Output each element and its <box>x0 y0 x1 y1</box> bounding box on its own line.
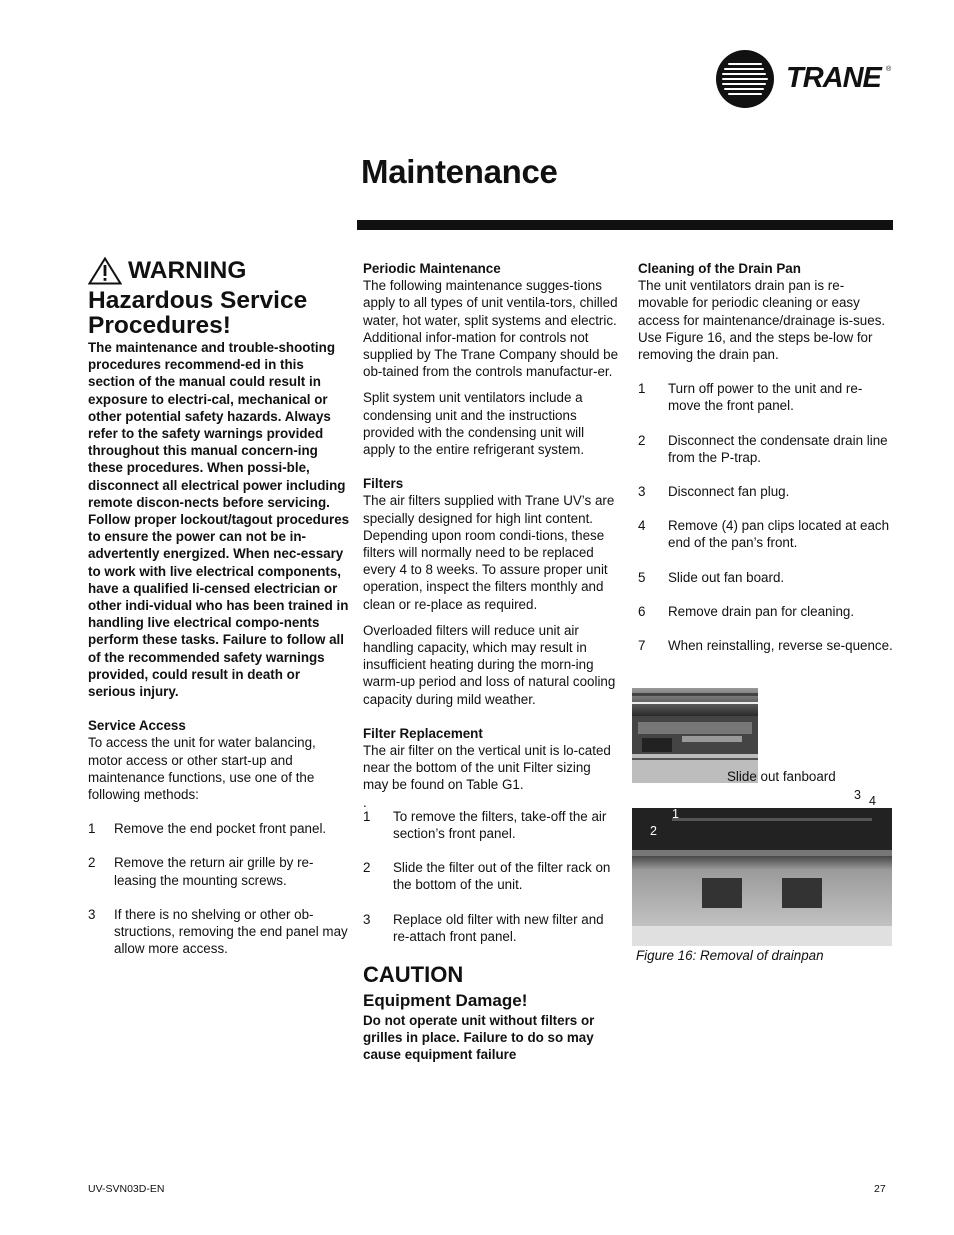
registered-mark: ® <box>886 66 892 73</box>
photo-caption: Slide out fanboard <box>727 769 836 784</box>
periodic-maintenance-p2: Split system unit ventilators include a condensing unit and the instructions provided with the condensing unit will apply to the entire refrigerant system. <box>363 390 585 458</box>
periodic-maintenance-heading: Periodic Maintenance <box>363 261 501 276</box>
service-access-intro: To access the unit for water balancing, motor access or other start-up and maintenance functions, use one of the following methods: <box>88 735 316 803</box>
caution-subtitle: Equipment Damage! <box>363 990 528 1010</box>
list-item: 3 Replace old filter with new filter and re-attach front panel. <box>363 911 604 944</box>
list-item: 2 Remove the return air grille by re-leasing the mounting screws. <box>88 855 314 888</box>
warning-block <box>88 256 350 700</box>
page-title: Maintenance <box>361 153 558 190</box>
list-item: 3 If there is no shelving or other ob-structions, removing the end panel may allow more access. <box>88 906 348 957</box>
figure-caption: Figure 16: Removal of drainpan <box>636 948 824 963</box>
filter-replacement-steps <box>363 808 619 945</box>
list-item: 2 Disconnect the condensate drain line from the P-trap. <box>638 432 888 465</box>
warning-triangle-icon <box>88 257 122 285</box>
list-item: 1 Turn off power to the unit and re-move the front panel. <box>638 381 863 414</box>
service-access-heading: Service Access <box>88 718 186 734</box>
callout-3: 3 <box>854 788 861 802</box>
trane-logo-text: TRANE <box>786 62 881 94</box>
drain-pan-intro: The unit ventilators drain pan is re-movable for periodic cleaning or easy access for maintenance/drainage is-sues. Use Figure 16, and the steps be-low for removing the drain pan. <box>638 278 886 363</box>
trane-logo-disc-icon <box>716 50 774 108</box>
service-access-steps <box>88 820 350 957</box>
warning-title-line2: Hazardous Service <box>88 287 308 314</box>
column-left <box>88 256 350 958</box>
footer-page-number: 27 <box>874 1183 886 1195</box>
drain-pan-heading: Cleaning of the Drain Pan <box>638 261 801 276</box>
caution-label: CAUTION <box>363 961 464 987</box>
list-item: 5 Slide out fan board. <box>638 569 785 585</box>
column-middle <box>363 260 619 1064</box>
filter-replacement-heading: Filter Replacement <box>363 725 483 741</box>
drainpan-photo <box>632 788 892 946</box>
list-item: 1 Remove the end pocket front panel. <box>88 821 327 837</box>
list-item: 2 Slide the filter out of the filter rack on the bottom of the unit. <box>363 860 611 893</box>
list-item: 6 Remove drain pan for cleaning. <box>638 603 855 619</box>
drain-pan-steps <box>638 380 894 654</box>
title-rule <box>357 220 893 230</box>
caution-body: Do not operate unit without filters or grilles in place. Failure to do so may cause equipment failure <box>363 1012 595 1063</box>
stray-period: . <box>363 794 367 810</box>
caution-block <box>363 962 619 1064</box>
periodic-maintenance-p1: The following maintenance sugges-tions apply to all types of unit ventila-tors, chilled water, hot water, split systems and electric. Additional infor-mation for controls not supplied by The Trane Company should be ob-tained from the controls manufactur-er. <box>363 278 619 380</box>
filters-heading: Filters <box>363 476 404 492</box>
list-item: 4 Remove (4) pan clips located at each end of the pan’s front. <box>638 518 890 551</box>
trane-logo <box>716 50 892 110</box>
warning-title-line3: Procedures! <box>88 312 231 339</box>
footer-doc-id: UV-SVN03D-EN <box>88 1183 165 1195</box>
warning-label: WARNING <box>128 257 247 284</box>
callout-1: 1 <box>672 807 679 821</box>
list-item: 3 Disconnect fan plug. <box>638 484 790 500</box>
warning-body: The maintenance and trouble-shooting procedures recommend-ed in this section of the manual could result in exposure to electri-cal, mechanical or other potential safety hazards. Always refer to the safety warnings provided throughout this manual concern-ing these procedures. When possi-ble, disconnect all electrical power including remote discon-nects before servicing. Follow proper lockout/tagout procedures to ensure the power can not be in-advertently energized. When nec-essary to work with live electrical components, have a qualified li-censed electrician or other indi-vidual who has been trained in handling live electrical compo-nents perform these tasks. Failure to follow all of the recommended safety warnings provided, could result in death or serious injury. <box>88 340 350 700</box>
callout-2: 2 <box>650 824 657 838</box>
callout-4: 4 <box>869 794 876 808</box>
filters-p2: Overloaded filters will reduce unit air handling capacity, which may result in insufficient heating during the morn-ing warm-up period and loss of natural cooling capacity during mild weather. <box>363 622 616 707</box>
column-right <box>638 260 894 654</box>
filter-replacement-intro: The air filter on the vertical unit is lo-cated near the bottom of the unit Filter sizing may be found on Table G1. <box>363 743 611 793</box>
list-item: 7 When reinstalling, reverse se-quence. <box>638 638 893 654</box>
filters-p1: The air filters supplied with Trane UV’s are specially designed for high lint content. Depending upon room condi-tions, these filters will normally need to be replaced every 4 to 8 weeks. To assure proper unit operation, inspect the filters monthly and clean or re-place as required. <box>363 493 615 612</box>
list-item: 1 To remove the filters, take-off the air section’s front panel. <box>363 808 607 841</box>
